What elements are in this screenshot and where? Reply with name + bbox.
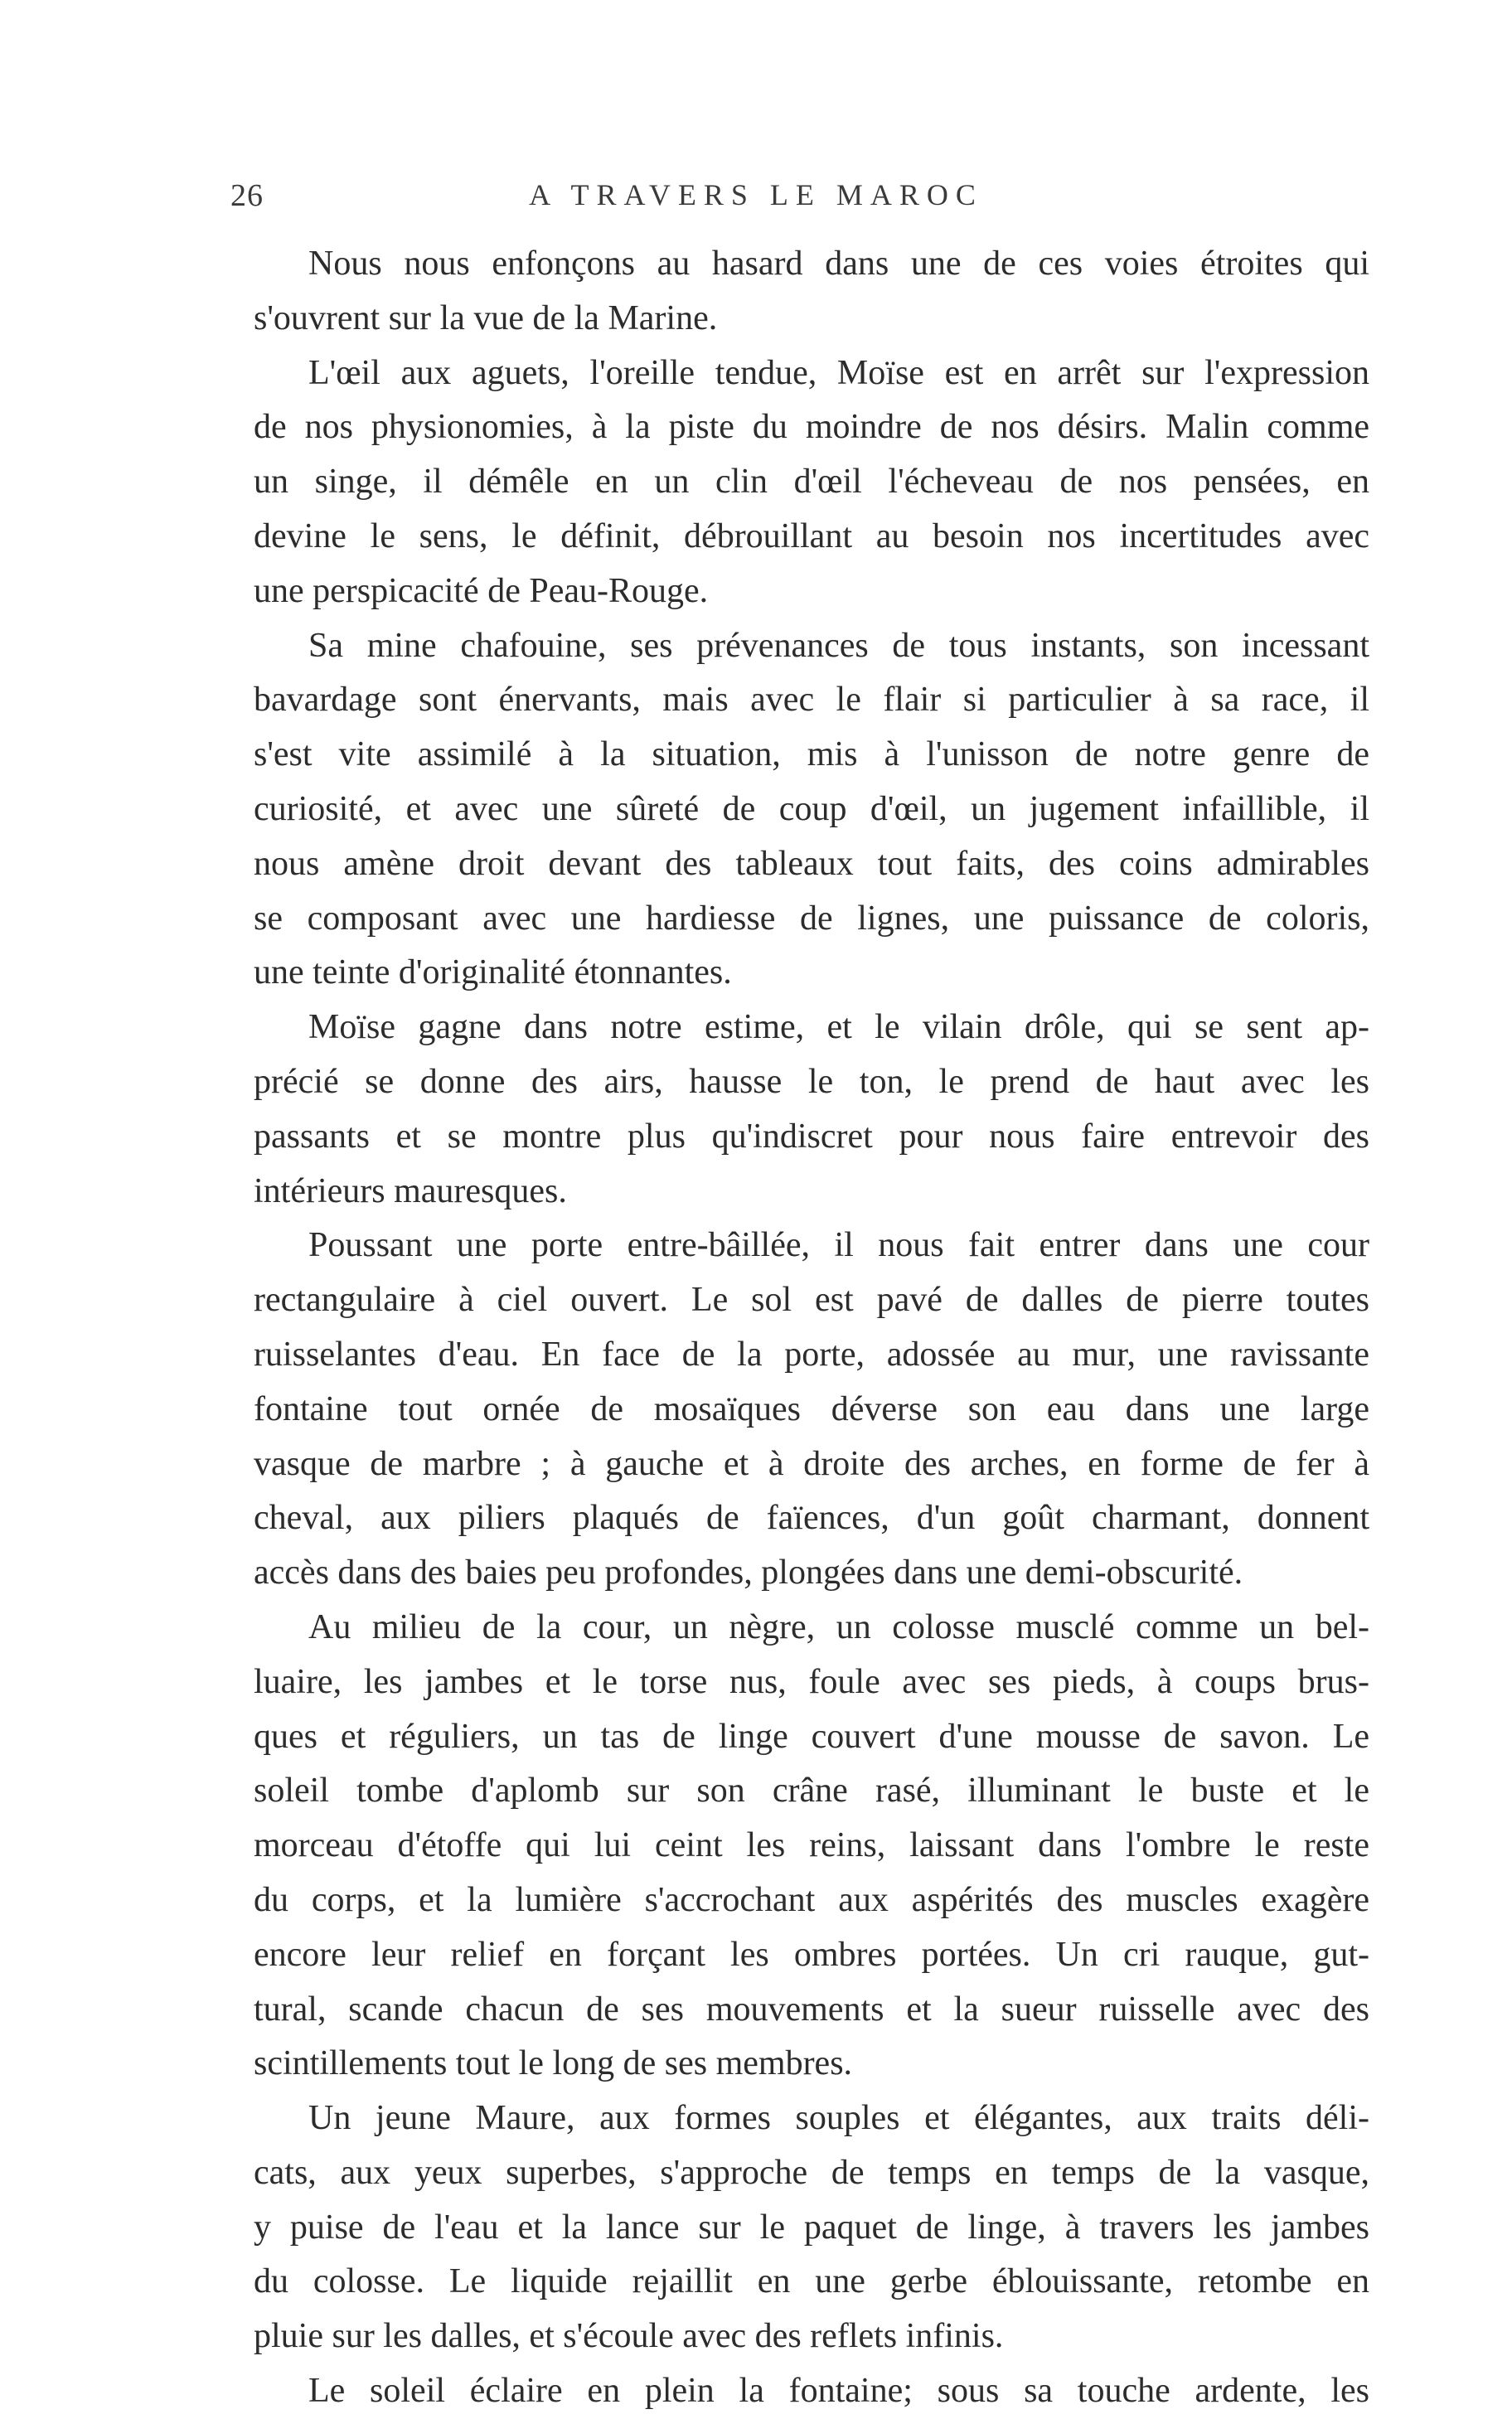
text-line: s'ouvrent sur la vue de la Marine. bbox=[254, 298, 718, 337]
text-line: cheval, aux piliers plaqués de faïences, d'un goût charmant, donnent bbox=[254, 1499, 1369, 1538]
text-line: accès dans des baies peu profondes, plongées dans une demi-obscurité. bbox=[254, 1554, 1243, 1592]
text-line: passants et se montre plus qu'indiscret pour nous faire entrevoir des bbox=[254, 1117, 1369, 1156]
text-line: nous amène droit devant des tableaux tout faits, des coins admirables bbox=[254, 844, 1369, 883]
text-line: un singe, il démêle en un clin d'œil l'écheveau de nos pensées, en bbox=[254, 463, 1369, 502]
page-number: 26 bbox=[230, 178, 264, 213]
text-line: Poussant une porte entre-bâillée, il nous fait entrer dans une cour bbox=[308, 1226, 1369, 1265]
text-line: Un jeune Maure, aux formes souples et élégantes, aux traits déli- bbox=[308, 2099, 1369, 2138]
text-line: morceau d'étoffe qui lui ceint les reins, laissant dans l'ombre le reste bbox=[254, 1826, 1369, 1865]
text-line: cats, aux yeux superbes, s'approche de temps en temps de la vasque, bbox=[254, 2153, 1369, 2192]
text-line: ques et réguliers, un tas de linge couvert d'une mousse de savon. Le bbox=[254, 1717, 1369, 1756]
text-line: bavardage sont énervants, mais avec le flair si particulier à sa race, il bbox=[254, 681, 1369, 720]
text-line: intérieurs mauresques. bbox=[254, 1171, 567, 1210]
running-head-title: A TRAVERS LE MAROC bbox=[529, 178, 983, 211]
text-line: Nous nous enfonçons au hasard dans une de ces voies étroites qui bbox=[308, 245, 1369, 283]
text-line: encore leur relief en forçant les ombres portées. Un cri rauque, gut- bbox=[254, 1935, 1369, 1974]
text-line: Le soleil éclaire en plein la fontaine; sous sa touche ardente, les bbox=[308, 2372, 1369, 2411]
text-line: luaire, les jambes et le torse nus, foule avec ses pieds, à coups brus- bbox=[254, 1662, 1369, 1701]
text-line: pluie sur les dalles, et s'écoule avec des reflets infinis. bbox=[254, 2317, 1004, 2356]
text-line: Sa mine chafouine, ses prévenances de tous instants, son incessant bbox=[308, 626, 1369, 665]
text-line: une perspicacité de Peau-Rouge. bbox=[254, 571, 709, 610]
text-line: Au milieu de la cour, un nègre, un colosse musclé comme un bel- bbox=[308, 1607, 1369, 1646]
text-line: scintillements tout le long de ses membres. bbox=[254, 2044, 853, 2083]
text-line: curiosité, et avec une sûreté de coup d'œil, un jugement infaillible, il bbox=[254, 789, 1369, 828]
text-line: du corps, et la lumière s'accrochant aux aspérités des muscles exagère bbox=[254, 1880, 1369, 1919]
text-line: rectangulaire à ciel ouvert. Le sol est pavé de dalles de pierre toutes bbox=[254, 1281, 1369, 1320]
text-line: fontaine tout ornée de mosaïques déverse son eau dans une large bbox=[254, 1389, 1369, 1428]
body-text bbox=[254, 237, 1369, 2419]
text-line: Moïse gagne dans notre estime, et le vilain drôle, qui se sent ap- bbox=[308, 1008, 1369, 1047]
text-line: s'est vite assimilé à la situation, mis à l'unisson de notre genre de bbox=[254, 735, 1369, 774]
text-line: du colosse. Le liquide rejaillit en une gerbe éblouissante, retombe en bbox=[254, 2262, 1369, 2301]
text-line: tural, scande chacun de ses mouvements et la sueur ruisselle avec des bbox=[254, 1990, 1369, 2029]
text-line: vasque de marbre ; à gauche et à droite des arches, en forme de fer à bbox=[254, 1444, 1369, 1483]
text-line: de nos physionomies, à la piste du moindre de nos désirs. Malin comme bbox=[254, 408, 1369, 447]
text-line: précié se donne des airs, hausse le ton, le prend de haut avec les bbox=[254, 1062, 1369, 1101]
text-line: ruisselantes d'eau. En face de la porte, adossée au mur, une ravissante bbox=[254, 1335, 1369, 1374]
text-line: devine le sens, le définit, débrouillant au besoin nos incertitudes avec bbox=[254, 516, 1369, 555]
text-line: se composant avec une hardiesse de lignes, une puissance de coloris, bbox=[254, 899, 1369, 938]
text-line: y puise de l'eau et la lance sur le paquet de linge, à travers les jambes bbox=[254, 2208, 1369, 2247]
text-line: soleil tombe d'aplomb sur son crâne rasé, illuminant le buste et le bbox=[254, 1772, 1369, 1811]
text-line: une teinte d'originalité étonnantes. bbox=[254, 953, 732, 992]
text-line: L'œil aux aguets, l'oreille tendue, Moïse est en arrêt sur l'expression bbox=[308, 353, 1369, 392]
